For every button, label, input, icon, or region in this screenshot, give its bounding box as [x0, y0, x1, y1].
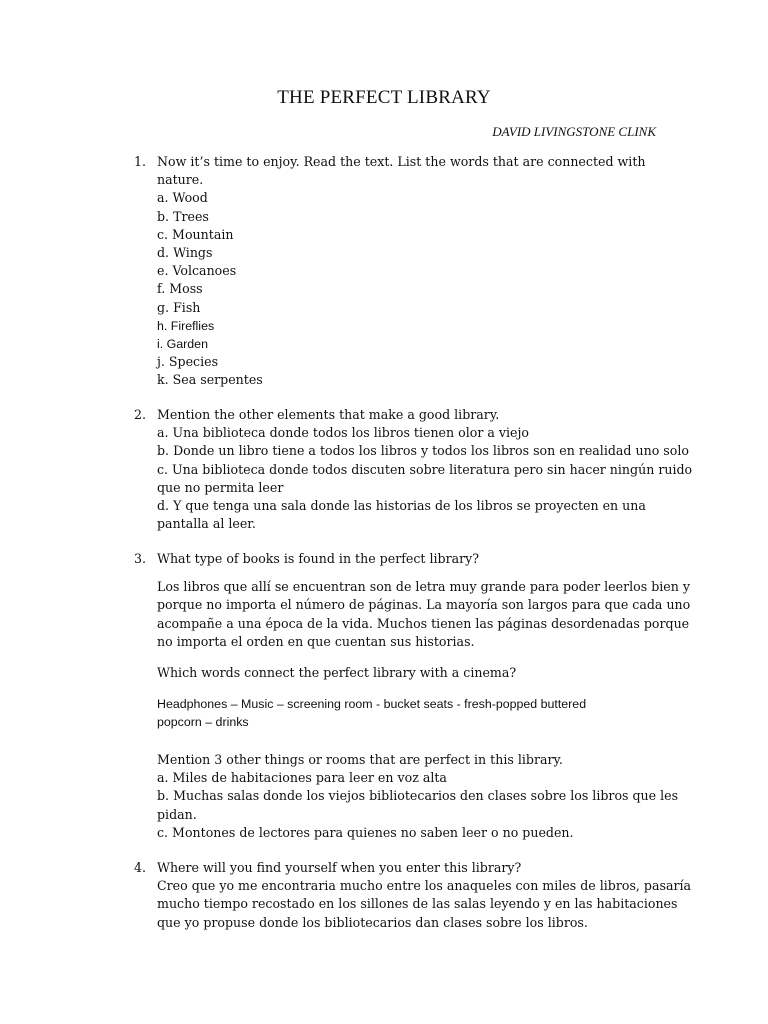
answer-line: c. Una biblioteca donde todos discuten sobre literatura pero sin hacer ningún ruido [157, 461, 693, 477]
list-item: h. Fireflies [157, 318, 215, 333]
list-item: c. Mountain [157, 226, 234, 242]
author-name: DAVID LIVINGSTONE CLINK [492, 124, 656, 139]
mention-block [134, 751, 679, 842]
answer-line: c. Montones de lectores para quienes no saben leer o no pueden. [157, 824, 574, 840]
answer-line: pidan. [157, 806, 197, 822]
list-item: i. Garden [157, 337, 208, 352]
question-number: 2. [134, 407, 147, 422]
list-item: g. Fish [157, 299, 201, 315]
list-item: j. Species [157, 354, 219, 370]
answer-line: b. Donde un libro tiene a todos los libros y todos los libros son en realidad uno solo [157, 443, 689, 459]
answer-line: b. Muchas salas donde los viejos bibliotecarios den clases sobre los libros que les [157, 788, 679, 804]
question-text: Which words connect the perfect library with a cinema? [157, 665, 517, 680]
answer-line: d. Y que tenga una sala donde las historias de los libros se proyecten en una [157, 498, 646, 514]
cinema-answer-block [134, 695, 674, 731]
question-4 [134, 859, 692, 932]
answer-line: que yo propuse donde los bibliotecarios dan clases sobre los libros. [157, 914, 588, 930]
answer-line: Headphones – Music – screening room - bucket seats - fresh-popped buttered [157, 697, 587, 711]
list-item: d. Wings [157, 245, 213, 261]
question-text: nature. [157, 172, 204, 188]
list-item: f. Moss [157, 281, 203, 297]
question-text: Mention the other elements that make a good library. [157, 407, 500, 422]
answer-line: Creo que yo me encontraria mucho entre los anaqueles con miles de libros, pasaría [157, 878, 692, 894]
list-item: b. Trees [157, 208, 209, 224]
question-1 [134, 153, 674, 390]
question-text: Now it’s time to enjoy. Read the text. List the words that are connected with [157, 154, 646, 169]
answer-line: pantalla al leer. [157, 516, 256, 532]
document-title: THE PERFECT LIBRARY [277, 87, 491, 108]
list-item: a. Wood [157, 190, 208, 206]
question-number: 1. [134, 154, 147, 169]
question-text: Where will you find yourself when you enter this library? [157, 860, 522, 875]
answer-line: a. Miles de habitaciones para leer en voz alta [157, 770, 447, 786]
list-item: k. Sea serpentes [157, 372, 263, 388]
answer-line: porque no importa el número de páginas. La mayoría son largos para que cada uno [157, 597, 691, 613]
answer-line: mucho tiempo recostado en los sillones de las salas leyendo y en las habitaciones [157, 896, 678, 912]
answer-line: acompañe a una época de la vida. Muchos tienen las páginas desordenadas porque [157, 615, 690, 631]
cinema-question-block [134, 664, 674, 682]
answer-line: Los libros que allí se encuentran son de letra muy grande para poder leerlos bien y [157, 579, 690, 595]
question-text: What type of books is found in the perfect library? [157, 551, 479, 566]
question-2 [134, 406, 693, 533]
list-item: e. Volcanoes [157, 263, 237, 279]
question-text: Mention 3 other things or rooms that are perfect in this library. [157, 752, 563, 767]
question-number: 3. [134, 551, 147, 566]
question-number: 4. [134, 860, 147, 875]
answer-line: no importa el orden en que cuentan sus historias. [157, 633, 475, 649]
answer-line: que no permita leer [157, 479, 284, 495]
question-3 [134, 550, 691, 651]
answer-line: popcorn – drinks [157, 715, 249, 730]
answer-line: a. Una biblioteca donde todos los libros tienen olor a viejo [157, 425, 529, 441]
